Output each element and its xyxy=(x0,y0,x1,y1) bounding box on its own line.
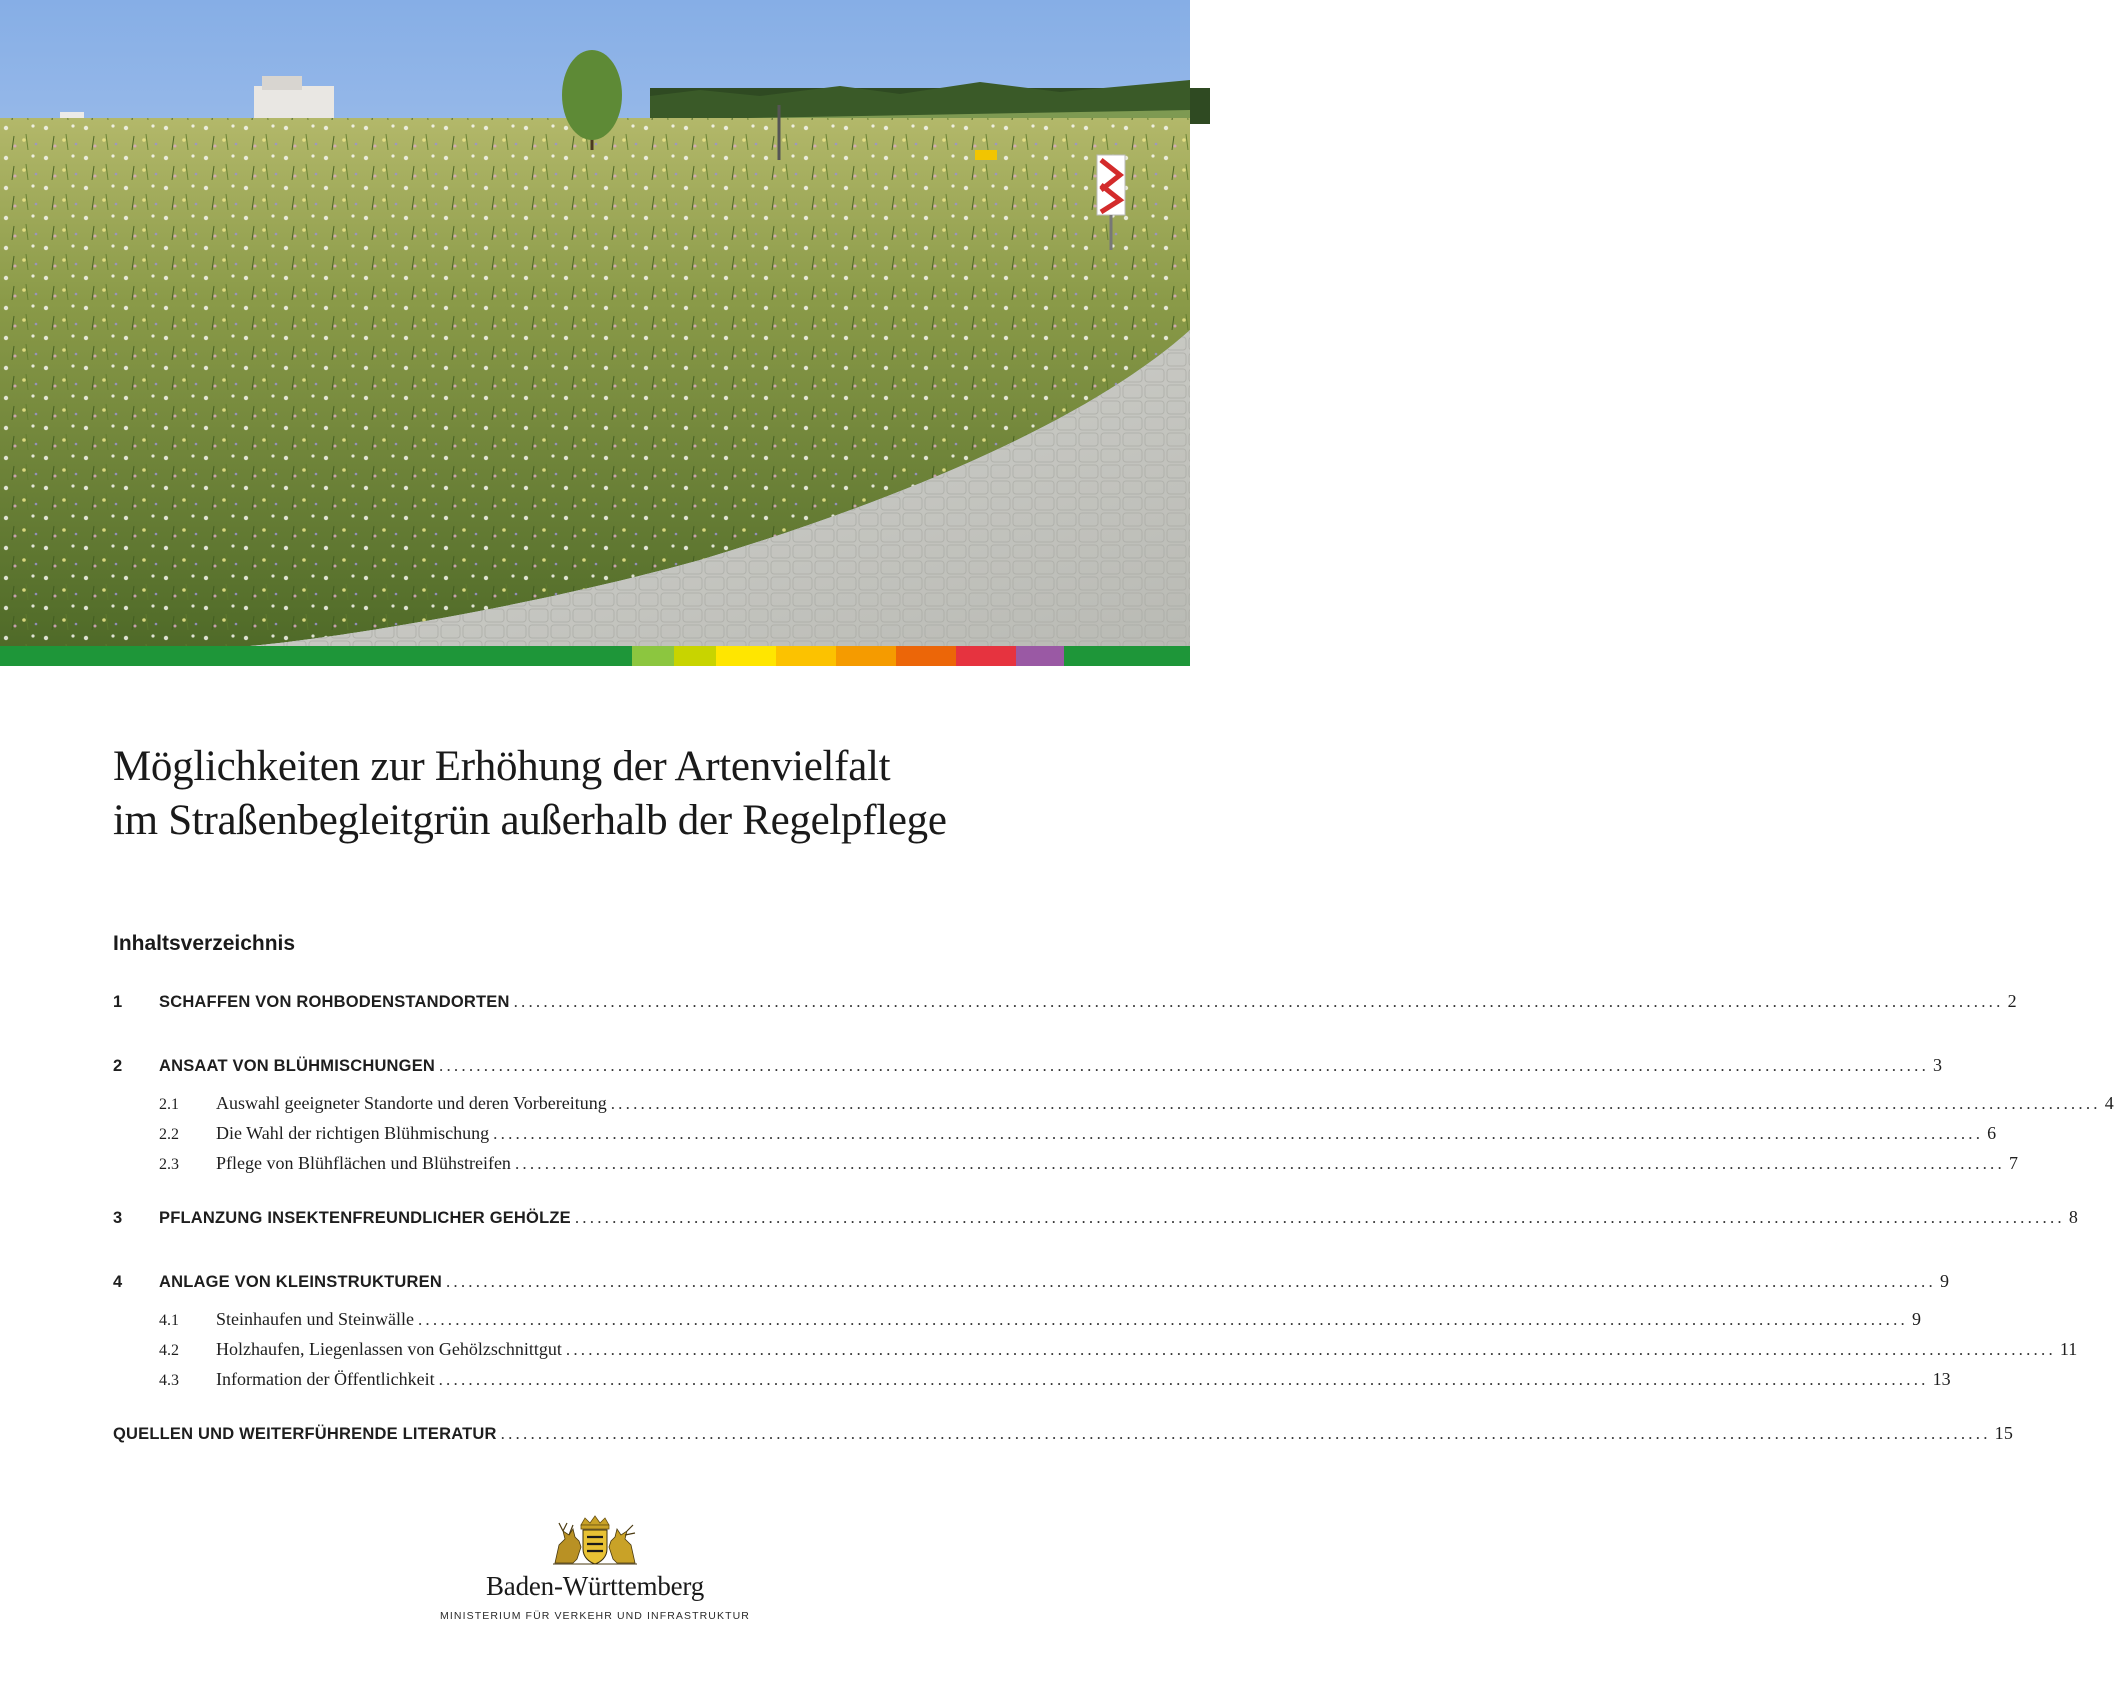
color-band-segment xyxy=(896,646,956,666)
hero-photo xyxy=(0,0,1190,646)
page-title xyxy=(113,740,1113,848)
toc-entry-page: 15 xyxy=(1994,1423,2014,1443)
toc-leader-dots: ........................................................................................................................................................................................................ xyxy=(417,1310,1908,1329)
color-band-segment xyxy=(956,646,1016,666)
toc-entry-number: 3 xyxy=(113,1209,123,1227)
toc-entry-label: PFLANZUNG INSEKTENFREUNDLICHER GEHÖLZE xyxy=(159,1209,571,1227)
toc-entry-label: Holzhaufen, Liegenlassen von Gehölzschnittgut xyxy=(216,1339,562,1359)
toc-entry-page: 6 xyxy=(1987,1123,1997,1143)
toc-entry-label: Auswahl geeigneter Standorte und deren Vorbereitung xyxy=(216,1093,607,1113)
toc-entry-page: 13 xyxy=(1932,1369,1951,1389)
toc-entry-label: Die Wahl der richtigen Blühmischung xyxy=(216,1123,490,1143)
ministry-name: MINISTERIUM FÜR VERKEHR UND INFRASTRUKTUR xyxy=(440,1610,750,1622)
toc-entry-label: Information der Öffentlichkeit xyxy=(216,1369,435,1389)
coat-of-arms-icon xyxy=(547,1515,643,1567)
toc-leader-dots: ........................................................................................................................................................................................................ xyxy=(445,1272,1936,1291)
toc-entry-label: ANSAAT VON BLÜHMISCHUNGEN xyxy=(159,1057,436,1075)
toc-entry-number: 2.2 xyxy=(159,1126,179,1143)
toc-entry-label: Pflege von Blühflächen und Blühstreifen xyxy=(216,1153,511,1173)
toc-leader-dots: ........................................................................................................................................................................................................ xyxy=(610,1094,2101,1113)
toc-entry-number: 2.1 xyxy=(159,1096,179,1113)
toc-entry-number: 1 xyxy=(113,993,123,1011)
color-band-segment xyxy=(674,646,716,666)
toc-entry[interactable] xyxy=(113,1364,1951,1394)
toc-entry-label: QUELLEN UND WEITERFÜHRENDE LITERATUR xyxy=(113,1425,497,1443)
toc-entry-number: 4.1 xyxy=(159,1312,179,1329)
color-band-segment xyxy=(776,646,836,666)
toc-entry[interactable] xyxy=(113,1304,1921,1334)
toc-leader-dots: ........................................................................................................................................................................................................ xyxy=(439,1056,1930,1075)
toc-entry-page: 9 xyxy=(1911,1309,1921,1329)
toc-entry-page: 2 xyxy=(2007,991,2017,1011)
toc-entry[interactable] xyxy=(113,1418,2014,1448)
title-line-1: Möglichkeiten zur Erhöhung der Artenvielfalt xyxy=(113,743,891,790)
toc-leader-dots: ........................................................................................................................................................................................................ xyxy=(565,1340,2056,1359)
state-name: Baden-Württemberg xyxy=(485,1571,705,1601)
toc-entry[interactable] xyxy=(113,1050,1943,1080)
toc-leader-dots: ........................................................................................................................................................................................................ xyxy=(500,1424,1991,1443)
toc-entry-page: 4 xyxy=(2104,1093,2114,1113)
toc-entry-page: 8 xyxy=(2068,1207,2079,1227)
toc-entry-number: 4.3 xyxy=(159,1372,179,1389)
toc-entry[interactable] xyxy=(113,1118,1997,1148)
color-band-segment xyxy=(1016,646,1063,666)
toc-heading: Inhaltsverzeichnis xyxy=(113,932,296,955)
toc-entry[interactable] xyxy=(113,1088,2114,1118)
toc-entry-label: Steinhaufen und Steinwälle xyxy=(216,1309,414,1329)
toc-entry-page: 11 xyxy=(2059,1339,2078,1359)
toc-entry[interactable] xyxy=(113,1334,2078,1364)
color-band-segment xyxy=(0,646,632,666)
toc-entry-label: SCHAFFEN VON ROHBODENSTANDORTEN xyxy=(159,993,510,1011)
footer-logo xyxy=(0,1515,1190,1622)
toc-entry-page: 7 xyxy=(2008,1153,2018,1173)
toc-entry[interactable] xyxy=(113,1202,2079,1232)
color-band-segment xyxy=(716,646,776,666)
toc-entry-number: 4.2 xyxy=(159,1342,179,1359)
color-band-segment xyxy=(1064,646,1190,666)
toc-leader-dots: ........................................................................................................................................................................................................ xyxy=(514,1154,2005,1173)
toc-entry-page: 9 xyxy=(1939,1271,1950,1291)
toc-entry[interactable] xyxy=(113,1148,2018,1178)
color-band-segment xyxy=(632,646,674,666)
color-band xyxy=(0,646,1190,666)
toc-entry[interactable] xyxy=(113,986,2017,1016)
toc-entry-label: ANLAGE VON KLEINSTRUKTUREN xyxy=(159,1273,442,1291)
toc-leader-dots: ........................................................................................................................................................................................................ xyxy=(438,1370,1929,1389)
title-line-2: im Straßenbegleitgrün außerhalb der Regelpflege xyxy=(113,797,947,844)
toc-leader-dots: ........................................................................................................................................................................................................ xyxy=(574,1208,2065,1227)
toc-entry-page: 3 xyxy=(1933,1055,1943,1075)
toc-leader-dots: ........................................................................................................................................................................................................ xyxy=(493,1124,1984,1143)
toc-leader-dots: ........................................................................................................................................................................................................ xyxy=(513,992,2004,1011)
toc-entry-number: 2 xyxy=(113,1057,123,1075)
meadow-photo-icon xyxy=(0,0,1190,646)
toc-entry-number: 4 xyxy=(113,1273,123,1291)
toc-entry-number: 2.3 xyxy=(159,1156,179,1173)
color-band-segment xyxy=(836,646,896,666)
toc-entry[interactable] xyxy=(113,1266,1950,1296)
table-of-contents xyxy=(113,986,2114,1448)
